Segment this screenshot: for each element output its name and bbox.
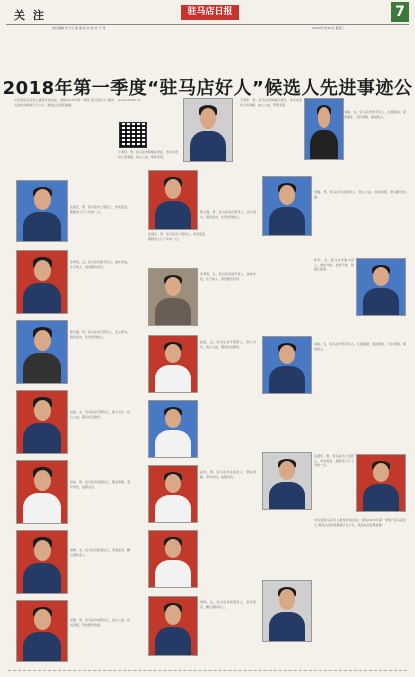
article-text: 张国庆，男，驻马店市上蔡县人，孝老爱亲，照顾老人几十年如一日。 [314,454,354,467]
candidate-photo [16,320,68,384]
article-text: 李秀英，女，驻马店市遂平县人，诚实守信，乐于助人，深受群众好评。 [200,272,256,281]
candidate-photo [16,180,68,242]
candidate-photo [148,596,198,656]
article-text: 陈志强，男，驻马店市正阳县人，见义勇为，挺身而出，危急时刻救人。 [200,210,256,219]
date-info: 2019年3月20日 星期三 [312,26,345,30]
candidate-photo [16,390,68,454]
candidate-photo [262,580,312,642]
article-text: 孙伟，男，驻马店市汝南县人，敬业奉献，坚守岗位，成绩突出。 [200,470,256,479]
article-text: 刘娟，女，驻马店市西平县人，扎根基层，爱岗敬业，无私奉献，事迹感人。 [314,342,406,351]
article-text: 张国庆，男，驻马店市上蔡县人，孝老爱亲，照顾老人几十年如一日。 [70,205,130,214]
candidate-photo [16,250,68,314]
candidate-photo [262,336,312,394]
candidate-photo [148,170,198,230]
newspaper-masthead: 驻马店日报 [181,5,239,20]
candidate-photo [148,400,198,458]
article-text: 孙伟，男，驻马店市汝南县人，敬业奉献，坚守岗位，成绩突出。 [70,480,130,489]
article-text: 郑华，女，驻马店市确山县人，诚实守信，拾金不昧，传递正能量。 [314,258,354,271]
candidate-photo [356,258,406,316]
candidate-photo [262,176,312,236]
section-title: 关 注 [14,9,46,22]
article-text: 刘娟，女，驻马店市西平县人，扎根基层，爱岗敬业，无私奉献，事迹感人。 [344,110,406,119]
candidate-photo [148,530,198,588]
article-text: 张国庆，男，驻马店市上蔡县人，孝老爱亲，照顾老人几十年如一日。 [148,232,208,241]
candidate-photo [16,600,68,662]
article-text: 周梅，女，驻马店市新蔡县人，孝老爱亲，精心照料家人。 [200,600,256,609]
candidate-photo [183,98,233,162]
candidate-photo [148,335,198,393]
candidate-photo [16,460,68,524]
article-text: 王建军，男，驻马店市驿城区居民，多年来坚持义务奉献，热心公益，帮助邻里。 [118,150,178,159]
page-header [6,2,409,25]
candidate-photo [356,454,406,512]
divider [8,670,407,671]
editor-info: 责任编辑 许子云 美 编 张 朴 校 对 于 丹 [52,26,106,30]
article-text: 为引领驻马店好人推荐评选活动，现将2018年第一季度“驻马店好人”候选人的先进事迹予以公示，欢迎社会各界监督。 [14,98,114,107]
candidate-photo [148,465,198,523]
article-text: 赵丽，女，驻马店市平舆县人，助人为乐，热心公益，服务社区群众。 [200,340,256,349]
page-number: 7 [391,2,409,22]
article-text: 为引领驻马店好人推荐评选活动，现将2018年第一季度“驻马店好人”候选人的先进事迹予以公示，欢迎社会各界监督。 [314,518,406,527]
headline: 2018年第一季度“驻马店好人”候选人先进事迹公 [2,78,413,99]
qr-code-icon [119,122,147,148]
article-text: 周梅，女，驻马店市新蔡县人，孝老爱亲，精心照料家人。 [70,548,130,557]
candidate-photo [304,98,344,160]
article-text: 李秀英，女，驻马店市遂平县人，诚实守信，乐于助人，深受群众好评。 [70,260,130,269]
article-text: 王建军，男，驻马店市驿城区居民，多年来坚持义务奉献，热心公益，帮助邻里。 [240,98,302,107]
article-text: 吴刚，男，驻马店市泌阳县人，热心公益，扶贫济困，带动群众致富。 [314,190,406,199]
article-text: www.zmdrb.cn [118,98,141,102]
article-text: 吴刚，男，驻马店市泌阳县人，热心公益，扶贫济困，带动群众致富。 [70,618,130,627]
article-text: 陈志强，男，驻马店市正阳县人，见义勇为，挺身而出，危急时刻救人。 [70,330,130,339]
article-text: 赵丽，女，驻马店市平舆县人，助人为乐，热心公益，服务社区群众。 [70,410,130,419]
candidate-photo [262,452,312,510]
candidate-photo [16,530,68,594]
candidate-photo [148,268,198,326]
